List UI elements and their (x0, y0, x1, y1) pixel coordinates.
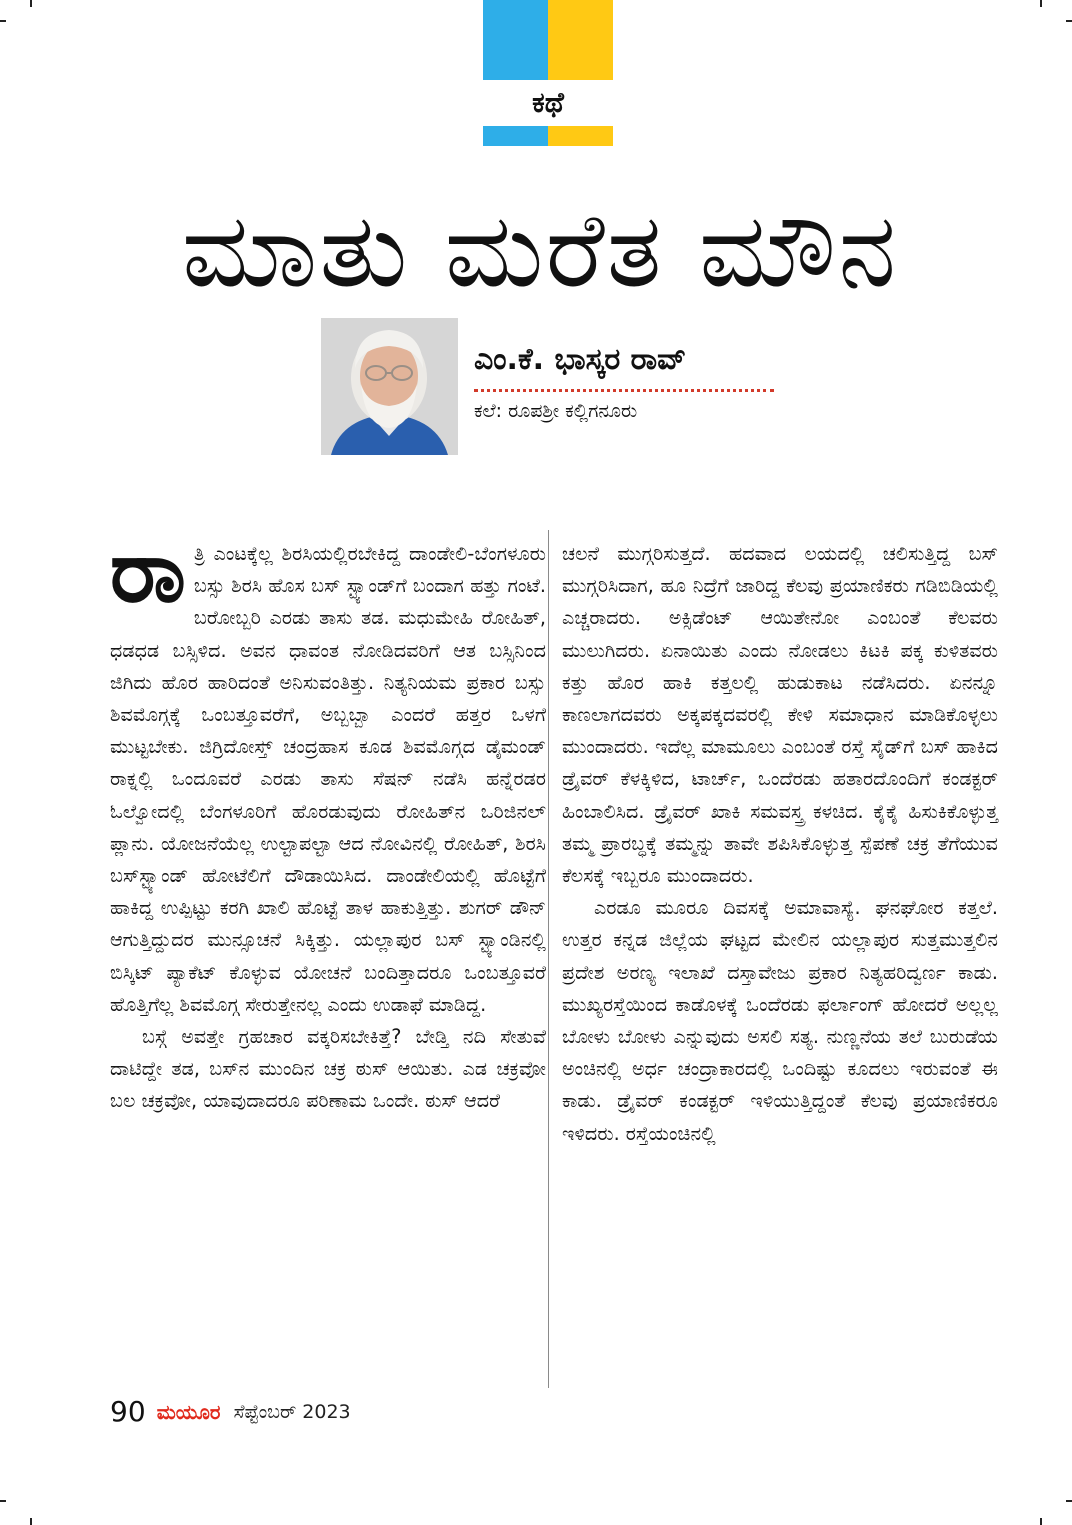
story-paragraph: ಎರಡೂ ಮೂರೂ ದಿವಸಕ್ಕೆ ಅಮಾವಾಸ್ಯೆ. ಘನಘೋರ ಕತ್ತಲೆ. ಉತ್ತರ ಕನ್ನಡ ಜಿಲ್ಲೆಯ ಘಟ್ಟದ ಮೇಲಿನ ಯಲ್ಲಾಪುರ ಸುತ್ತಮುತ್ತಲಿನ ಪ್ರದೇಶ ಅರಣ್ಯ ಇಲಾಖೆ ದಸ್ತಾವೇಜು ಪ್ರಕಾರ ನಿತ್ಯಹರಿದ್ವರ್ಣ ಕಾಡು. ಮುಖ್ಯರಸ್ತೆಯಿಂದ ಕಾಡೊಳಕ್ಕೆ ಒಂದೆರಡು ಫರ್ಲಾಂಗ್ ಹೋದರೆ ಅಲ್ಲಲ್ಲ ಬೋಳು ಬೋಳು ಎನ್ನುವುದು ಅಸಲಿ ಸತ್ಯ. ನುಣ್ಣನೆಯ ತಲೆ ಬುರುಡೆಯ ಅಂಚಿನಲ್ಲಿ ಅರ್ಧ ಚಂದ್ರಾಕಾರದಲ್ಲಿ ಒಂದಿಷ್ಟು ಕೂದಲು ಇರುವಂತೆ ಈ ಕಾಡು. ಡ್ರೈವರ್ ಕಂಡಕ್ಟರ್ ಇಳಿಯುತ್ತಿದ್ದಂತೆ ಕೆಲವು ಪ್ರಯಾಣಿಕರೂ ಇಳಿದರು. ರಸ್ತೆಯಂಚಿನಲ್ಲಿ (562, 896, 998, 1145)
story-paragraph: ಬಸ್ಗೆ ಅವತ್ತೇ ಗ್ರಹಚಾರ ವಕ್ಕರಿಸಬೇಕಿತ್ತೆ? ಬೇಡ್ತಿ ನದಿ ಸೇತುವೆ ದಾಟಿದ್ದೇ ತಡ, ಬಸ್‌ನ ಮುಂದಿನ ಚಕ್ರ ಠುಸ್ ಆಯಿತು. ಎಡ ಚಕ್ರವೋ ಬಲ ಚಕ್ರವೋ, ಯಾವುದಾದರೂ ಪರಿಣಾಮ ಒಂದೇ. ಠುಸ್ ಆದರೆ (110, 1025, 546, 1113)
author-name: ಎಂ.ಕೆ. ಭಾಸ್ಕರ ರಾವ್ (474, 342, 687, 377)
crop-mark (1040, 0, 1042, 7)
badge-blue-strip (483, 126, 548, 146)
story-column-left (110, 522, 546, 1118)
page-number: 90 (110, 1395, 146, 1428)
dotted-divider (474, 389, 774, 392)
crop-mark (0, 20, 6, 22)
crop-mark (30, 1518, 32, 1525)
section-label: ಕಥೆ (532, 86, 564, 119)
page-footer (110, 1395, 351, 1429)
crop-mark (30, 0, 32, 7)
drop-cap: ರಾ (110, 522, 186, 622)
crop-mark (1040, 1518, 1042, 1525)
column-divider (548, 530, 549, 1388)
magazine-logo: ಮಯೂರ (156, 1400, 221, 1424)
badge-yellow-strip (548, 126, 613, 146)
story-column-right (562, 538, 998, 1150)
illustrator-credit: ಕಲೆ: ರೂಪಶ್ರೀ ಕಲ್ಲಿಗನೂರು (474, 400, 638, 422)
story-title: ಮಾತು ಮರೆತ ಮೌನ (181, 189, 899, 311)
section-badge (483, 0, 613, 146)
author-photo (321, 318, 458, 455)
paragraph-text: ತ್ರಿ ಎಂಟಕ್ಕೆಲ್ಲ ಶಿರಸಿಯಲ್ಲಿರಬೇಕಿದ್ದ ದಾಂಡೇಲಿ-ಬೆಂಗಳೂರು ಬಸ್ಸು ಶಿರಸಿ ಹೊಸ ಬಸ್ ಸ್ಟ್ಯಾಂಡ್‌ಗೆ ಬಂದಾಗ ಹತ್ತು ಗಂಟೆ. ಬರೋಬ್ಬರಿ ಎರಡು ತಾಸು ತಡ. ಮಧುಮೇಹಿ ರೋಹಿತ್, ಧಡಧಡ ಬಸ್ಸಿಳಿದ. ಅವನ ಧಾವಂತ ನೋಡಿದವರಿಗೆ ಆತ ಬಸ್ಸಿನಿಂದ ಜಿಗಿದು ಹೊರ ಹಾರಿದಂತೆ ಅನಿಸುವಂತಿತ್ತು. ನಿತ್ಯನಿಯಮ ಪ್ರಕಾರ ಬಸ್ಸು ಶಿವಮೊಗ್ಗಕ್ಕೆ ಒಂಬತ್ತೂವರೆಗೆ, ಅಬ್ಬಬ್ಬಾ ಎಂದರೆ ಹತ್ತರ ಒಳಗೆ ಮುಟ್ಟಬೇಕು. ಜಿಗ್ರಿದೋಸ್ತ್ ಚಂದ್ರಹಾಸ ಕೂಡ ಶಿವಮೊಗ್ಗದ ಡೈಮಂಡ್ ರಾಕ್ನಲ್ಲಿ ಒಂದೂವರೆ ಎರಡು ತಾಸು ಸೆಷನ್ ನಡೆಸಿ ಹನ್ನೆರಡರ ಓಲ್ವೋದಲ್ಲಿ ಬೆಂಗಳೂರಿಗೆ ಹೊರಡುವುದು ರೋಹಿತ್‌ನ ಒರಿಜಿನಲ್ ಪ್ಲಾನು. ಯೋಜನೆಯೆಲ್ಲ ಉಲ್ಟಾಪಲ್ಟಾ ಆದ ನೋವಿನಲ್ಲಿ ರೋಹಿತ್, ಶಿರಸಿ ಬಸ್‌ಸ್ಟ್ಯಾಂಡ್ ಹೋಟೆಲಿಗೆ ದೌಡಾಯಿಸಿದ. ದಾಂಡೇಲಿಯಲ್ಲಿ ಹೊಟ್ಟೆಗೆ ಹಾಕಿದ್ದ ಉಪ್ಪಿಟ್ಟು ಕರಗಿ ಖಾಲಿ ಹೊಟ್ಟೆ ತಾಳ ಹಾಕುತ್ತಿತ್ತು. ಶುಗರ್ ಡೌನ್ ಆಗುತ್ತಿದ್ದುದರ ಮುನ್ಸೂಚನೆ ಸಿಕ್ಕಿತ್ತು. ಯಲ್ಲಾಪುರ ಬಸ್ ಸ್ಟ್ಯಾಂಡಿನಲ್ಲಿ ಬಿಸ್ಕಿಟ್ ಪ್ಯಾಕೆಟ್ ಕೊಳ್ಳುವ ಯೋಚನೆ ಬಂದಿತ್ತಾದರೂ ಒಂಬತ್ತೂವರೆ ಹೊತ್ತಿಗೆಲ್ಲ ಶಿವಮೊಗ್ಗ ಸೇರುತ್ತೇನಲ್ಲ ಎಂದು ಉಡಾಫೆ ಮಾಡಿದ್ದ. (110, 542, 546, 1016)
crop-mark (1066, 1500, 1072, 1502)
crop-mark (1066, 20, 1072, 22)
badge-yellow-block (548, 0, 613, 80)
issue-date: ಸೆಪ್ಟೆಂಬರ್ 2023 (233, 1401, 351, 1423)
crop-mark (0, 1500, 6, 1502)
author-portrait-icon (321, 318, 458, 455)
story-paragraph (110, 522, 546, 1021)
badge-blue-block (483, 0, 548, 80)
story-paragraph: ಚಲನೆ ಮುಗ್ಗರಿಸುತ್ತದೆ. ಹದವಾದ ಲಯದಲ್ಲಿ ಚಲಿಸುತ್ತಿದ್ದ ಬಸ್ ಮುಗ್ಗರಿಸಿದಾಗ, ಹೂ ನಿದ್ರೆಗೆ ಜಾರಿದ್ದ ಕೆಲವು ಪ್ರಯಾಣಿಕರು ಗಡಿಬಿಡಿಯಲ್ಲಿ ಎಚ್ಚರಾದರು. ಅಕ್ಸಿಡೆಂಟ್ ಆಯಿತೇನೋ ಎಂಬಂತೆ ಕೆಲವರು ಮುಲುಗಿದರು. ಏನಾಯಿತು ಎಂದು ನೋಡಲು ಕಿಟಕಿ ಪಕ್ಕ ಕುಳಿತವರು ಕತ್ತು ಹೊರ ಹಾಕಿ ಕತ್ತಲಲ್ಲಿ ಹುಡುಕಾಟ ನಡೆಸಿದರು. ಏನನ್ನೂ ಕಾಣಲಾಗದವರು ಅಕ್ಕಪಕ್ಕದವರಲ್ಲಿ ಕೇಳಿ ಸಮಾಧಾನ ಮಾಡಿಕೊಳ್ಳಲು ಮುಂದಾದರು. ಇದೆಲ್ಲ ಮಾಮೂಲು ಎಂಬಂತೆ ರಸ್ತೆ ಸೈಡ್‌ಗೆ ಬಸ್ ಹಾಕಿದ ಡ್ರೈವರ್ ಕೆಳಕ್ಕಿಳಿದ, ಟಾರ್ಚ್, ಒಂದೆರಡು ಹತಾರದೊಂದಿಗೆ ಕಂಡಕ್ಟರ್ ಹಿಂಬಾಲಿಸಿದ. ಡ್ರೈವರ್ ಖಾಕಿ ಸಮವಸ್ತ್ರ ಕಳಚಿದ. ಕೈಕೈ ಹಿಸುಕಿಕೊಳ್ಳುತ್ತ ತಮ್ಮ ಪ್ರಾರಬ್ಧಕ್ಕೆ ತಮ್ಮನ್ನು ತಾವೇ ಶಪಿಸಿಕೊಳ್ಳುತ್ತ ಸ್ಪೆಪಣೆ ಚಕ್ರ ತೆಗೆಯುವ ಕೆಲಸಕ್ಕೆ ಇಬ್ಬರೂ ಮುಂದಾದರು. (562, 542, 998, 888)
